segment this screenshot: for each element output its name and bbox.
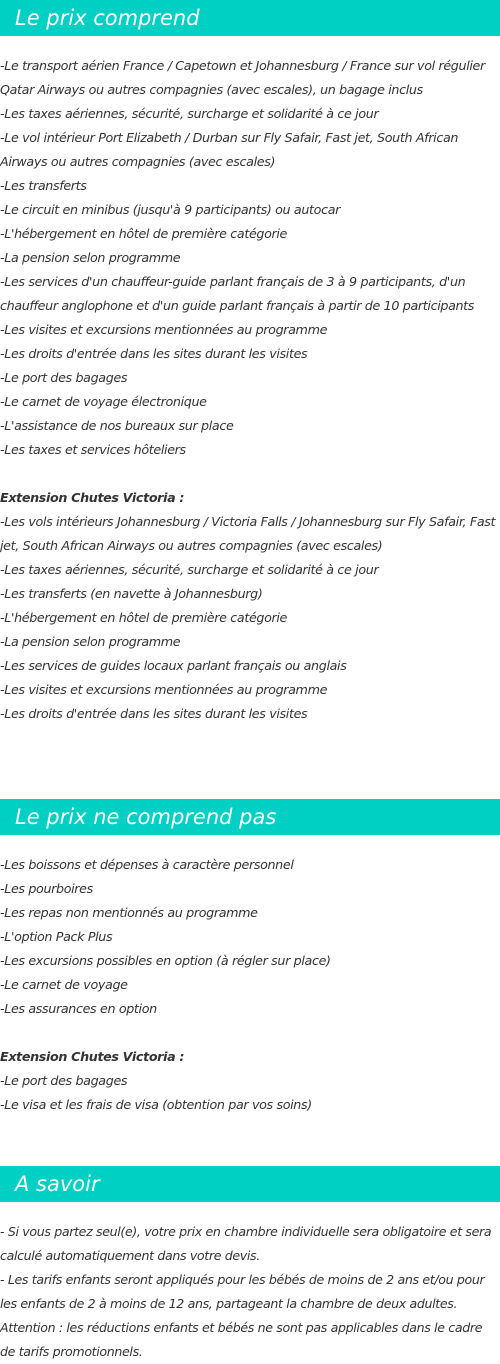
list-item: -L'hébergement en hôtel de première catégorie — [0, 610, 288, 625]
list-item: -L'option Pack Plus — [0, 929, 113, 944]
not-included-list — [0, 853, 500, 1117]
list-item: -Le carnet de voyage électronique — [0, 394, 207, 409]
list-item: -Les taxes et services hôteliers — [0, 442, 186, 457]
list-item: -Le transport aérien France / Capetown et Johannesburg / France sur vol régulier Qatar Airways ou autres compagnies (avec escales), un bagage inclus — [0, 58, 485, 97]
list-item: -Les assurances en option — [0, 1001, 157, 1016]
list-item: -Les transferts (en navette à Johannesburg) — [0, 586, 263, 601]
included-list — [0, 54, 500, 726]
info-title: A savoir — [15, 1172, 100, 1196]
list-item: -Les droits d'entrée dans les sites durant les visites — [0, 346, 308, 361]
list-item: -Les taxes aériennes, sécurité, surcharge et solidarité à ce jour — [0, 106, 379, 121]
included-header — [0, 0, 500, 36]
info-list — [0, 1220, 500, 1364]
spacer — [0, 462, 500, 486]
list-item: -Les excursions possibles en option (à régler sur place) — [0, 953, 331, 968]
list-item: -Le circuit en minibus (jusqu'à 9 participants) ou autocar — [0, 202, 340, 217]
list-item: -Les services de guides locaux parlant français ou anglais — [0, 658, 347, 673]
list-item: -Les transferts — [0, 178, 87, 193]
list-item: -Le port des bagages — [0, 370, 128, 385]
list-item: -Le vol intérieur Port Elizabeth / Durban sur Fly Safair, Fast jet, South African Airways ou autres compagnies (avec escales) — [0, 130, 459, 169]
list-item: -La pension selon programme — [0, 634, 181, 649]
list-item: -Les taxes aériennes, sécurité, surcharge et solidarité à ce jour — [0, 562, 379, 577]
list-item: - Si vous partez seul(e), votre prix en chambre individuelle sera obligatoire et sera calculé automatiquement dans votre devis. — [0, 1224, 492, 1263]
list-item: -Le carnet de voyage — [0, 977, 128, 992]
list-item: -La pension selon programme — [0, 250, 181, 265]
list-item: -Les services d'un chauffeur-guide parlant français de 3 à 9 participants, d'un chauffeur anglophone et d'un guide parlant français à partir de 10 participants — [0, 274, 475, 313]
list-item: -L'assistance de nos bureaux sur place — [0, 418, 234, 433]
list-item: -Les pourboires — [0, 881, 93, 896]
included-title: Le prix comprend — [15, 6, 200, 30]
list-item: -Les visites et excursions mentionnées au programme — [0, 682, 328, 697]
list-item: Attention : les réductions enfants et bébés ne sont pas applicables dans le cadre de tarifs promotionnels. — [0, 1320, 483, 1359]
extension-title: Extension Chutes Victoria : — [0, 490, 185, 505]
list-item: -Les vols intérieurs Johannesburg / Victoria Falls / Johannesburg sur Fly Safair, Fast jet, South African Airways ou autres compagnies (avec escales) — [0, 514, 496, 553]
list-item: - Les tarifs enfants seront appliqués pour les bébés de moins de 2 ans et/ou pour les enfants de 2 à moins de 12 ans, partageant la chambre de deux adultes. — [0, 1272, 485, 1311]
list-item: -Le visa et les frais de visa (obtention par vos soins) — [0, 1097, 312, 1112]
not-included-title: Le prix ne comprend pas — [15, 805, 277, 829]
list-item: -L'hébergement en hôtel de première catégorie — [0, 226, 288, 241]
list-item: -Les boissons et dépenses à caractère personnel — [0, 857, 294, 872]
list-item: -Les repas non mentionnés au programme — [0, 905, 258, 920]
info-header — [0, 1166, 500, 1202]
extension-title: Extension Chutes Victoria : — [0, 1049, 185, 1064]
list-item: -Le port des bagages — [0, 1073, 128, 1088]
spacer — [0, 1021, 500, 1045]
not-included-header — [0, 799, 500, 835]
list-item: -Les visites et excursions mentionnées au programme — [0, 322, 328, 337]
list-item: -Les droits d'entrée dans les sites durant les visites — [0, 706, 308, 721]
